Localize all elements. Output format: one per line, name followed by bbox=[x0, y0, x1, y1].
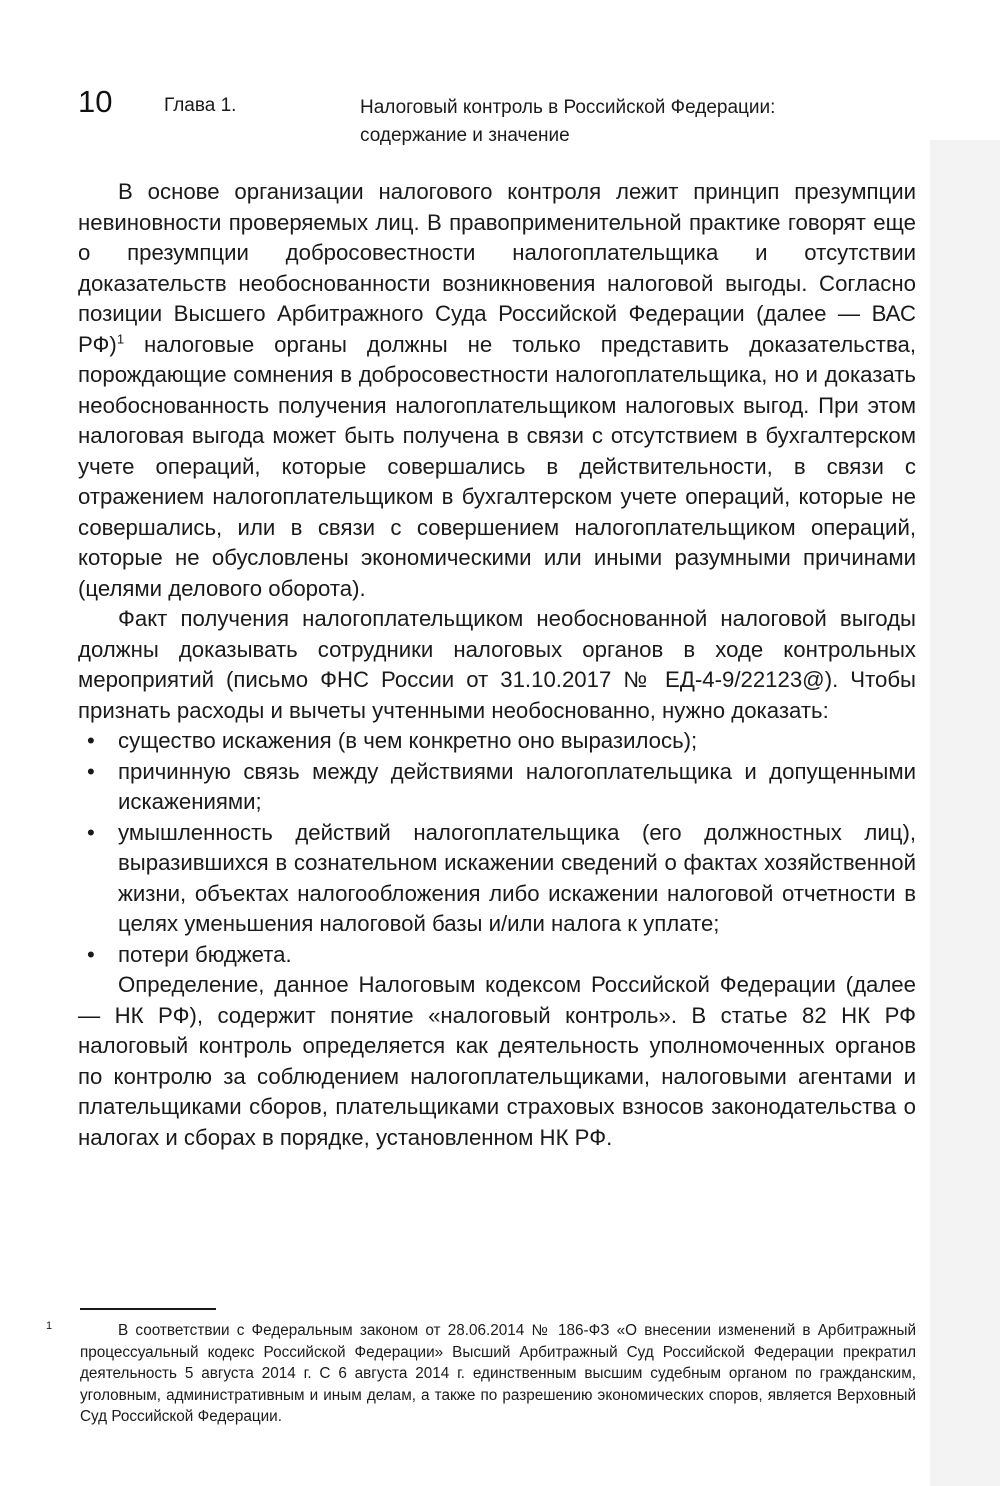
footnote-text: В соответствии с Федеральным законом от 28.06.2014 № 186-ФЗ «О внесении изменений в Арбитражный процессуальный кодекс Российской Федерации» Высший Арбитражный Суд Российской Федерации прекратил деятельность 5 августа 2014 г. С 6 августа 2014 г. единственным высшим судебным органом по гражданским, уголовным, административным и иным делам, а также по разрешению экономических споров, является Верховный Суд Российской Федерации. bbox=[80, 1322, 916, 1425]
bullet-icon: • bbox=[87, 758, 95, 784]
list-item-text: причинную связь между действиями налогоплательщика и допущенными искажениями; bbox=[118, 758, 916, 814]
main-text bbox=[78, 177, 916, 1153]
footnote-body bbox=[46, 1320, 916, 1428]
chapter-title bbox=[360, 94, 880, 150]
list-item-text: потери бюджета. bbox=[118, 941, 292, 967]
chapter-title-line-1: Налоговый контроль в Российской Федерации: bbox=[360, 97, 776, 118]
list-item-text: существо искажения (в чем конкретно оно выразилось); bbox=[118, 728, 698, 753]
paragraph-3: Определение, данное Налоговым кодексом Российской Федерации (далее — НК РФ), содержит понятие «налоговый контроль». В статье 82 НК РФ налоговый контроль определяется как деятельность уполномоченных органов по контролю за соблюдением налогоплательщиками, налоговыми агентами и плательщиками сборов, плательщиками страховых взносов законодательства о налогах и сборах в порядке, установленном НК РФ. bbox=[78, 972, 916, 1150]
paragraph-2: Факт получения налогоплательщиком необоснованной налоговой выгоды должны доказывать сотрудники налоговых органов в ходе контрольных мероприятий (письмо ФНС России от 31.10.2017 № ЕД-4-9/22123@). Чтобы признать расходы и вычеты учтенными необоснованно, нужно доказать: bbox=[78, 606, 916, 723]
chapter-title-line-2: содержание и значение bbox=[360, 125, 570, 146]
list-item bbox=[78, 818, 916, 940]
page-number: 10 bbox=[78, 84, 113, 119]
bullet-icon: • bbox=[87, 819, 95, 845]
bullet-icon: • bbox=[87, 941, 95, 967]
paragraph-1-text-b: налоговые органы должны не только представить доказательства, порождающие сомнения в добросовестности налогоплательщика, но и доказать необоснованность получения налогоплательщиком налоговых выгод. При этом налоговая выгода может быть получена в связи с отсутствием в бухгалтерском учете операций, которые совершались в действительности, в связи с отражением налогоплательщиком в бухгалтерском учете операций, которые не совершались, или в связи с совершением налогоплательщиком операций, которые не обусловлены экономическими или иными разумными причинами (целями делового оборота). bbox=[78, 331, 916, 601]
paragraph-1 bbox=[78, 177, 916, 604]
footnote-number: 1 bbox=[46, 1320, 53, 1332]
list-item bbox=[78, 726, 916, 757]
list-item bbox=[78, 757, 916, 818]
scan-margin-shadow bbox=[930, 140, 1000, 1486]
bullet-icon: • bbox=[87, 728, 95, 753]
footnote bbox=[46, 1320, 916, 1428]
list-item-text: умышленность действий налогоплательщика (его должностных лиц), выразившихся в сознательном искажении сведений о фактах хозяйственной жизни, объектах налогообложения либо искажении налоговой отчетности в целях уменьшения налоговой базы и/или налога к уплате; bbox=[118, 819, 916, 936]
chapter-label: Глава 1. bbox=[164, 95, 237, 116]
footnote-reference: 1 bbox=[116, 331, 125, 347]
paragraph-1-text-a: В основе организации налогового контроля лежит принцип презумпции невиновности проверяемых лиц. В правоприменительной практике говорят еще о презумпции добросовестности налогоплательщика и отсутствии доказательств необоснованности возникновения налоговой выгоды. Согласно позиции Высшего Арбитражного Суда Российской Федерации (далее — ВАС РФ) bbox=[78, 179, 916, 357]
running-header bbox=[78, 85, 918, 145]
list-item bbox=[78, 940, 916, 971]
requirements-list bbox=[78, 726, 916, 970]
footnote-divider bbox=[80, 1308, 216, 1310]
